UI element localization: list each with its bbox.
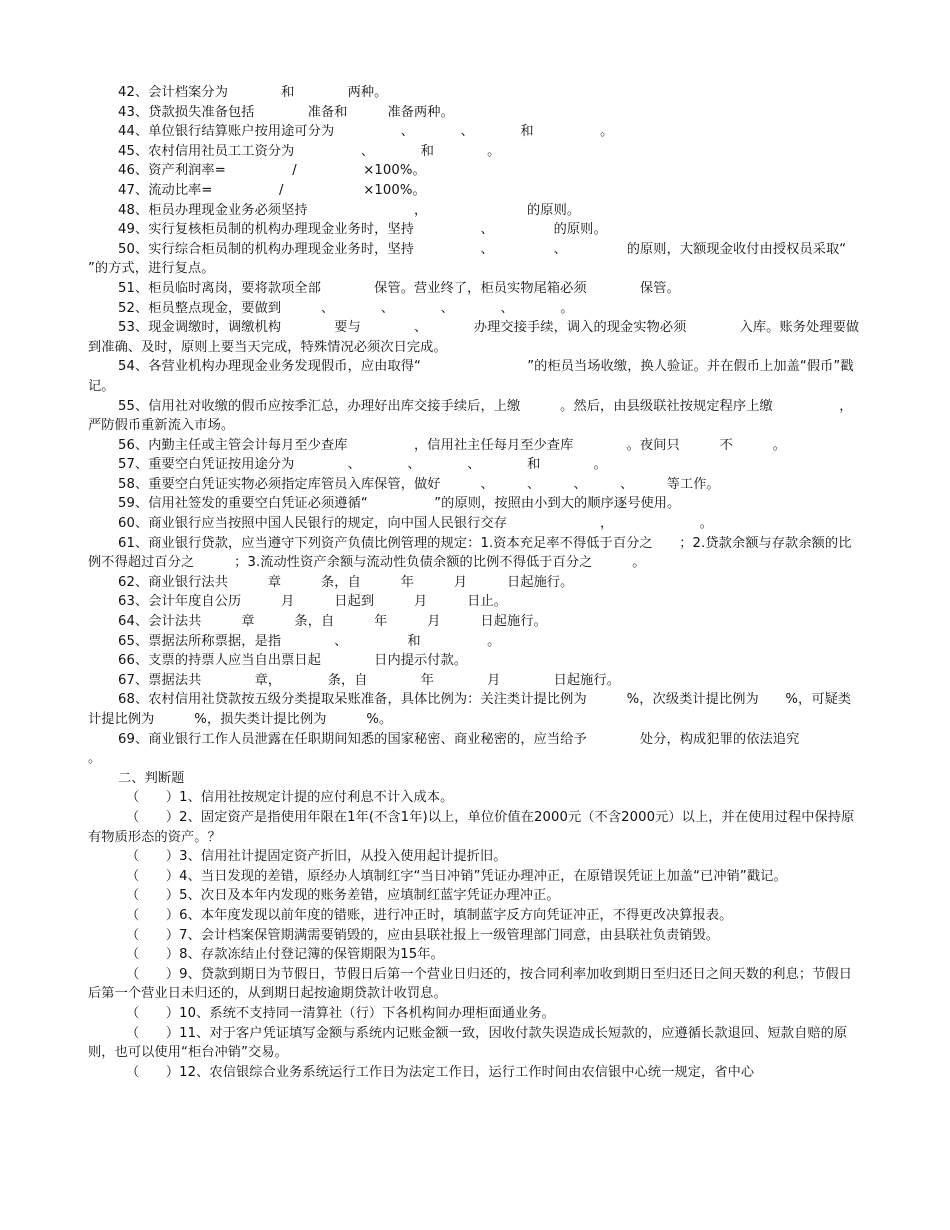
judgment-2: （ ）2、固定资产是指使用年限在1年(不含1年)以上，单位价值在2000元（不含2000元）以上，并在使用过程中保持原有物质形态的资产。？ bbox=[88, 809, 855, 845]
question-42: 42、会计档案分为 和 两种。 bbox=[118, 85, 388, 100]
judgment-7: （ ）7、会计档案保管期满需要销毁的，应由县联社报上一级管理部门同意，由县联社负责销毁。 bbox=[126, 927, 720, 943]
question-64: 64、会计法共 章 条，自 年 月 日起施行。 bbox=[118, 614, 547, 630]
question-55: 55、信用社对收缴的假币应按季汇总，办理好出库交接手续后，上缴 。然后，由县级联社按规定程序上缴 ，严防假币重新流入市场。 bbox=[88, 398, 853, 434]
judgment-5: （ ）5、次日及本年内发现的账务差错，应填制红蓝字凭证办理冲正。 bbox=[126, 888, 560, 904]
question-43: 43、贷款损失准备包括 准备和 准备两种。 bbox=[118, 104, 454, 120]
document-page bbox=[88, 83, 926, 1082]
fill-in-blank-section bbox=[88, 83, 926, 769]
question-57: 57、重要空白凭证按用途分为 、 、 、 和 。 bbox=[118, 457, 607, 473]
question-65: 65、票据法所称票据，是指 、 和 。 bbox=[118, 633, 501, 649]
judgment-1: （ ）1、信用社按规定计提的应付利息不计入成本。 bbox=[126, 790, 454, 806]
question-47: 47、流动比率= / ×100%。 bbox=[118, 182, 426, 198]
question-59: 59、信用社签发的重要空白凭证必须遵循“ ”的原则，按照由小到大的顺序逐号使用。 bbox=[118, 496, 681, 512]
question-56: 56、内勤主任或主管会计每月至少查库 ，信用社主任每月至少查库 。夜间只 不 。 bbox=[118, 437, 787, 453]
question-49: 49、实行复核柜员制的机构办理现金业务时，坚持 、 的原则。 bbox=[118, 222, 607, 238]
judgment-11: （ ）11、对于客户凭证填写金额与系统内记账金额一致，因收付款失误造成长短款的，应遵循长款退回、短款自赔的原则，也可以使用“柜台冲销”交易。 bbox=[88, 1025, 848, 1061]
question-53: 53、现金调缴时，调缴机构 要与 、 办理交接手续，调入的现金实物必须 入库。账务处理要做到准确、及时，原则上要当天完成，特殊情况必须次日完成。 bbox=[88, 320, 860, 355]
true-false-section bbox=[88, 788, 863, 1082]
question-60: 60、商业银行应当按照中国人民银行的规定，向中国人民银行交存 ， 。 bbox=[118, 516, 714, 532]
judgment-4: （ ）4、当日发现的差错，原经办人填制红字“当日冲销”凭证办理冲正，在原错误凭证上加盖“已冲销”戳记。 bbox=[126, 868, 787, 884]
section-heading-true-false: 二、判断题 bbox=[118, 770, 185, 786]
judgment-9: （ ）9、贷款到期日为节假日，节假日后第一个营业日归还的，按合同利率加收到期日至归还日之间天数的利息；节假日后第一个营业日未归还的，从到期日起按逾期贷款计收罚息。 bbox=[88, 966, 853, 1002]
judgment-8: （ ）8、存款冻结止付登记簿的保管期限为15年。 bbox=[126, 947, 444, 963]
question-68: 68、农村信用社贷款按五级分类提取呆账准备，具体比例为：关注类计提比例为 %，次级类计提比例为 %，可疑类计提比例为 %，损失类计提比例为 %。 bbox=[88, 692, 852, 727]
question-46: 46、资产利润率= / ×100%。 bbox=[118, 163, 426, 179]
question-66: 66、支票的持票人应当自出票日起 日内提示付款。 bbox=[118, 653, 468, 669]
question-54: 54、各营业机构办理现金业务发现假币，应由取得“ ”的柜员当场收缴，换人验证。并在假币上加盖“假币”戳记。 bbox=[88, 359, 854, 394]
judgment-6: （ ）6、本年度发现以前年度的错账，进行冲正时，填制蓝字反方向凭证冲正，不得更改决算报表。 bbox=[126, 907, 733, 923]
question-61: 61、商业银行贷款，应当遵守下列资产负债比例管理的规定：1.资本充足率不得低于百分之 ；2.贷款余额与存款余额的比例不得超过百分之 ；3.流动性资产余额与流动性负债余额的比例不得低于百分之 。 bbox=[88, 535, 852, 571]
judgment-10: （ ）10、系统不支持同一清算社（行）下各机构间办理柜面通业务。 bbox=[126, 1005, 555, 1021]
question-69: 69、商业银行工作人员泄露在任职期间知悉的国家秘密、商业秘密的，应当给予 处分，构成犯罪的依法追究 。 bbox=[88, 731, 853, 767]
question-44: 44、单位银行结算账户按用途可分为 、 、 和 。 bbox=[118, 124, 614, 140]
question-51: 51、柜员临时离岗，要将款项全部 保管。营业终了，柜员实物尾箱必须 保管。 bbox=[118, 280, 680, 296]
question-52: 52、柜员整点现金，要做到 、 、 、 、 。 bbox=[118, 300, 574, 316]
question-45: 45、农村信用社员工工资分为 、 和 。 bbox=[118, 143, 501, 159]
question-63: 63、会计年度自公历 月 日起到 月 日止。 bbox=[118, 594, 508, 610]
question-50: 50、实行综合柜员制的机构办理现金业务时，坚持 、 、 的原则，大额现金收付由授权员采取“ ”的方式，进行复点。 bbox=[88, 241, 926, 277]
question-67: 67、票据法共 章， 条，自 年 月 日起施行。 bbox=[118, 672, 621, 688]
judgment-3: （ ）3、信用社计提固定资产折旧，从投入使用起计提折旧。 bbox=[126, 849, 507, 865]
question-58: 58、重要空白凭证实物必须指定库管员入库保管，做好 、 、 、 、 等工作。 bbox=[118, 476, 720, 492]
question-62: 62、商业银行法共 章 条，自 年 月 日起施行。 bbox=[118, 574, 574, 590]
question-48: 48、柜员办理现金业务必须坚持 ， 的原则。 bbox=[118, 202, 581, 218]
judgment-12: （ ）12、农信银综合业务系统运行工作日为法定工作日，运行工作时间由农信银中心统一规定，省中心 bbox=[126, 1064, 755, 1080]
